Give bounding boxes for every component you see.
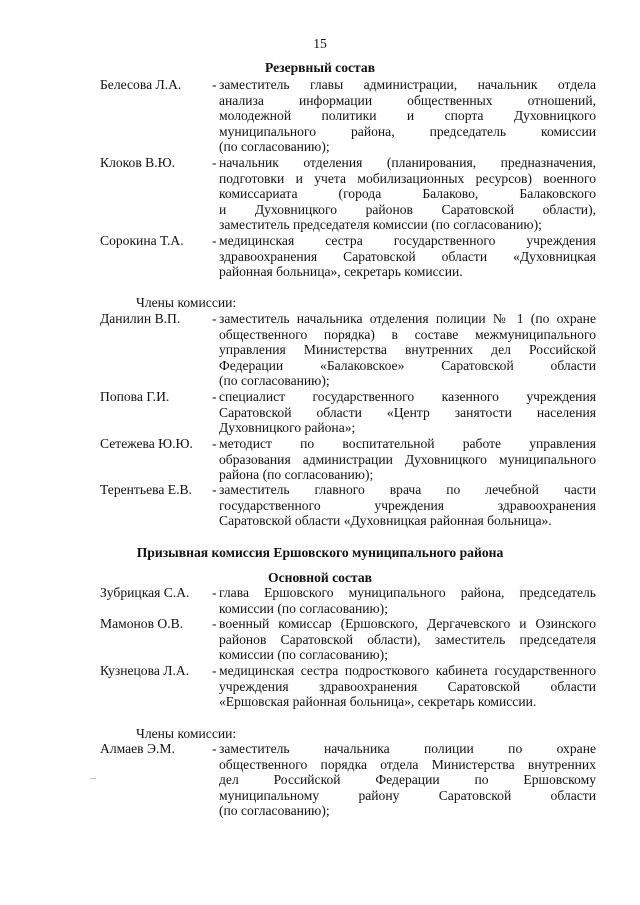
position-line: Духовницкого района»; bbox=[219, 420, 356, 436]
person-position bbox=[219, 311, 596, 389]
person-name: Сетежева Ю.Ю. bbox=[100, 436, 193, 451]
position-line: заместитель главы администрации, начальник отдела bbox=[219, 77, 596, 92]
dash-separator: - bbox=[212, 663, 217, 678]
dash-separator: - bbox=[212, 155, 217, 170]
position-line: (по согласованию); bbox=[219, 373, 330, 389]
person-name: Зубрицкая С.А. bbox=[100, 585, 190, 600]
position-line: комиссии (по согласованию); bbox=[219, 600, 388, 616]
position-line: и Духовницкого районов Саратовской области), bbox=[219, 201, 596, 217]
position-line: (по согласованию); bbox=[219, 803, 330, 819]
position-line: дел Российской Федерации по Ершовскому bbox=[219, 772, 596, 788]
position-line: районов Саратовской области), заместитель председателя bbox=[219, 631, 596, 647]
person-position bbox=[219, 155, 596, 233]
person-name: Кузнецова Л.А. bbox=[100, 663, 190, 678]
position-line: здравоохранения Саратовской области «Духовницкая bbox=[219, 248, 596, 264]
position-line: комиссии (по согласованию); bbox=[219, 647, 388, 663]
person-name: Терентьева Е.В. bbox=[100, 482, 192, 497]
position-line: начальник отделения (планирования, предназначения, bbox=[219, 155, 596, 170]
conscription-commission-heading: Призывная комиссия Ершовского муниципального района bbox=[136, 545, 504, 560]
page-number: 15 bbox=[313, 36, 327, 51]
person-position bbox=[219, 663, 596, 710]
person-name: Данилин В.П. bbox=[100, 311, 181, 326]
position-line: комиссариата (города Балаково, Балаковского bbox=[219, 186, 596, 202]
position-line: Федерации «Балаковское» Саратовской области bbox=[219, 357, 596, 373]
position-line: общественного порядка отдела Министерства внутренних bbox=[219, 756, 596, 772]
person-position bbox=[219, 585, 596, 616]
position-line: заместитель начальника отделения полиции № 1 (по охране bbox=[219, 311, 596, 326]
main-composition-heading: Основной состав bbox=[268, 570, 372, 585]
position-line: учреждения здравоохранения Саратовской области bbox=[219, 678, 596, 694]
position-line: подготовки и учета мобилизационных ресурсов) военного bbox=[219, 170, 596, 186]
position-line: общественного порядка) в составе межмуниципального bbox=[219, 326, 596, 342]
person-position bbox=[219, 389, 596, 436]
position-line: района (по согласованию); bbox=[219, 467, 374, 483]
person-name: Мамонов О.В. bbox=[100, 616, 184, 631]
person-position bbox=[219, 482, 596, 529]
reserve-composition-heading: Резервный состав bbox=[264, 60, 376, 75]
dash-separator: - bbox=[212, 616, 217, 631]
dash-separator: - bbox=[212, 311, 217, 326]
position-line: образования администрации Духовницкого муниципального bbox=[219, 451, 596, 467]
person-position bbox=[219, 436, 596, 483]
position-line: методист по воспитательной работе управления bbox=[219, 436, 596, 451]
position-line: специалист государственного казенного учреждения bbox=[219, 389, 596, 404]
position-line: медицинская сестра подросткового кабинета государственного bbox=[219, 663, 596, 678]
position-line: заместитель начальника полиции по охране bbox=[219, 741, 596, 756]
person-position bbox=[219, 741, 596, 819]
position-line: государственного учреждения здравоохранения bbox=[219, 497, 596, 513]
position-line: Саратовской области «Центр занятости населения bbox=[219, 404, 596, 420]
position-line: «Ершовская районная больница», секретарь комиссии. bbox=[219, 694, 537, 710]
dash-separator: - bbox=[212, 233, 217, 248]
position-line: районная больница», секретарь комиссии. bbox=[219, 264, 463, 280]
dash-separator: - bbox=[212, 389, 217, 404]
margin-mark bbox=[90, 778, 96, 779]
members-label: Члены комиссии: bbox=[136, 295, 237, 310]
person-name: Белесова Л.А. bbox=[100, 77, 182, 92]
members-label: Члены комиссии: bbox=[136, 726, 237, 741]
position-line: муниципального района, председатель комиссии bbox=[219, 123, 596, 139]
position-line: военный комиссар (Ершовского, Дергачевского и Озинского bbox=[219, 616, 596, 631]
person-name: Клоков В.Ю. bbox=[100, 155, 176, 170]
position-line: управления Министерства внутренних дел Российской bbox=[219, 342, 596, 358]
position-line: муниципальному району Саратовской области bbox=[219, 787, 596, 803]
position-line: заместитель председателя комиссии (по согласованию); bbox=[219, 217, 542, 233]
position-line: медицинская сестра государственного учреждения bbox=[219, 233, 596, 248]
person-name: Попова Г.И. bbox=[100, 389, 170, 404]
person-position bbox=[219, 233, 596, 280]
position-line: глава Ершовского муниципального района, председатель bbox=[219, 585, 596, 600]
dash-separator: - bbox=[212, 741, 217, 756]
dash-separator: - bbox=[212, 77, 217, 92]
position-line: заместитель главного врача по лечебной части bbox=[219, 482, 596, 497]
position-line: (по согласованию); bbox=[219, 139, 330, 155]
person-position bbox=[219, 616, 596, 663]
position-line: Саратовской области «Духовницкая районная больница». bbox=[219, 513, 552, 529]
person-position bbox=[219, 77, 596, 155]
dash-separator: - bbox=[212, 436, 217, 451]
person-name: Алмаев Э.М. bbox=[100, 741, 175, 756]
dash-separator: - bbox=[212, 482, 217, 497]
position-line: анализа информации общественных отношений, bbox=[219, 92, 596, 108]
position-line: молодежной политики и спорта Духовницкого bbox=[219, 108, 596, 124]
dash-separator: - bbox=[212, 585, 217, 600]
person-name: Сорокина Т.А. bbox=[100, 233, 184, 248]
